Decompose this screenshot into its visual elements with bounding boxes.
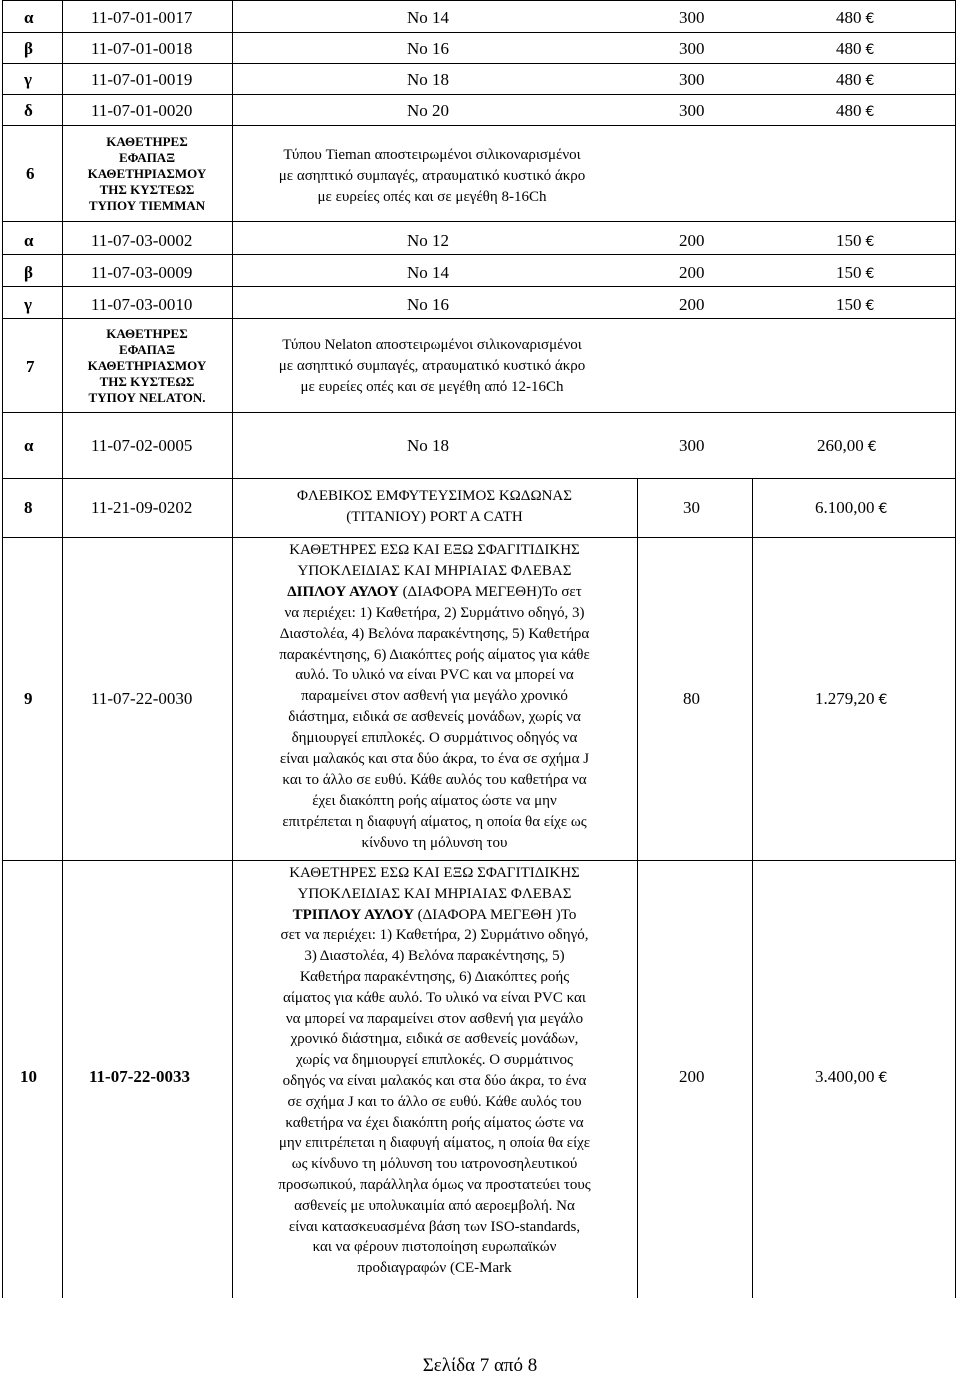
- description-line: προδιαγραφών (CE-Mark: [357, 1260, 512, 1277]
- category-line: ΚΑΘΕΤΗΡΙΑΣΜΟΥ: [87, 166, 207, 181]
- row-code: 11-07-01-0017: [91, 8, 193, 27]
- description-line: Τύπου Tieman αποστειρωμένοι σιλικοναρισμένοι: [283, 147, 581, 163]
- row-code: 11-07-03-0009: [91, 263, 193, 282]
- category-line: ΤΗΣ ΚΥΣΤΕΩΣ: [99, 374, 195, 389]
- row-code: 11-07-03-0002: [91, 231, 193, 250]
- description-cell: [232, 486, 637, 528]
- description-line: Διαστολέα, 4) Βελόνα παρακέντησης, 5) Καθετήρα: [279, 625, 590, 642]
- euro-sign: €: [865, 298, 875, 314]
- description-line: χρονικό διάστημα, ειδικά σε ασθενείς μονάδων,: [290, 1031, 579, 1048]
- item-qty: 200: [679, 1067, 705, 1086]
- row-rule: [2, 125, 956, 126]
- description-bold: ΤΡΙΠΛΟΥ ΑΥΛΟΥ: [292, 906, 414, 923]
- description-line: [232, 905, 637, 926]
- row-rule: [2, 63, 956, 64]
- row-rule: [2, 412, 956, 413]
- item-price: 3.400,00 €: [815, 1067, 888, 1086]
- description-line: ΚΑΘΕΤΗΡΕΣ ΕΣΩ ΚΑΙ ΕΞΩ ΣΦΑΓΙΤΙΔΙΚΗΣ: [289, 542, 580, 558]
- row-code: 11-07-03-0010: [91, 295, 193, 314]
- item-number: 6: [26, 164, 35, 183]
- row-rule: [2, 286, 956, 287]
- description-line: χωρίς να δημιουργεί επιπλοκές. Ο συρμάτινος: [296, 1052, 573, 1069]
- description-cell: [232, 863, 637, 1279]
- category-line: ΚΑΘΕΤΗΡΕΣ: [106, 326, 188, 341]
- item-price: 1.279,20 €: [815, 689, 888, 708]
- row-price: 480 €: [836, 39, 875, 58]
- description-cell: [232, 335, 632, 398]
- row-label: α: [24, 436, 34, 455]
- row-price: 480 €: [836, 70, 875, 89]
- description-line: σετ να περιέχει: 1) Καθετήρα, 2) Συρμάτινο οδηγό,: [280, 927, 589, 944]
- description-line: και να φέρουν πιστοποίηση ευρωπαϊκών: [312, 1239, 557, 1256]
- row-size: Νο 14: [407, 263, 450, 282]
- row-rule: [2, 0, 956, 1]
- euro-sign: €: [867, 439, 877, 455]
- row-price: 150 €: [836, 231, 875, 250]
- row-code: 11-07-01-0018: [91, 39, 193, 58]
- row-qty: 200: [679, 295, 705, 314]
- description-line: [232, 582, 637, 603]
- item-qty: 30: [683, 498, 700, 517]
- row-size: Νο 16: [407, 295, 450, 314]
- description-cell: [232, 540, 637, 854]
- category-line: ΤΗΣ ΚΥΣΤΕΩΣ: [99, 182, 195, 197]
- row-qty: 300: [679, 70, 705, 89]
- row-rule: [2, 254, 956, 255]
- row-qty: 300: [679, 436, 705, 455]
- item-price: 6.100,00 €: [815, 498, 888, 517]
- row-label: α: [24, 231, 34, 250]
- euro-sign: €: [865, 73, 875, 89]
- description-line: Καθετήρα παρακέντησης, 6) Διακόπτες ροής: [299, 968, 570, 985]
- description-text: (ΔΙΑΦΟΡΑ ΜΕΓΕΘΗ )Το: [413, 906, 577, 923]
- column-divider-description: [637, 478, 638, 1298]
- row-price: 480 €: [836, 8, 875, 27]
- row-rule: [2, 94, 956, 95]
- description-line: με ασηπτικό συμπαγές, ατραυματικό κυστικό άκρο: [278, 168, 586, 184]
- category-line: ΤΥΠΟΥ NELATON.: [88, 390, 206, 405]
- row-qty: 300: [679, 101, 705, 120]
- description-line: Τύπου Nelaton αποστειρωμένοι σιλικοναρισμένοι: [282, 337, 582, 353]
- description-line: ΥΠΟΚΛΕΙΔΙΑΣ ΚΑΙ ΜΗΡΙΑΙΑΣ ΦΛΕΒΑΣ: [297, 562, 572, 579]
- row-price: 150 €: [836, 295, 875, 314]
- description-bold: ΔΙΠΛΟΥ ΑΥΛΟΥ: [287, 583, 399, 600]
- description-line: 3) Διαστολέα, 4) Βελόνα παρακέντησης, 5): [304, 948, 565, 965]
- description-line: με ευρείες οπές και σε μεγέθη από 12-16Ch: [300, 379, 564, 395]
- item-number: 9: [24, 689, 33, 708]
- row-size: Νο 16: [407, 39, 450, 58]
- euro-sign: €: [878, 692, 888, 708]
- row-size: Νο 14: [407, 8, 450, 27]
- row-label: δ: [24, 101, 33, 120]
- category-line: ΕΦΑΠΑΞ: [118, 342, 175, 357]
- euro-sign: €: [865, 234, 875, 250]
- euro-sign: €: [878, 501, 888, 517]
- description-cell: [232, 145, 632, 208]
- row-label: β: [24, 39, 33, 58]
- row-qty: 300: [679, 8, 705, 27]
- row-size: Νο 18: [407, 436, 450, 455]
- description-line: μην επιτρέπεται η διαφυγή αίματος, η οποία θα είχε: [278, 1135, 591, 1152]
- row-rule: [2, 32, 956, 33]
- euro-sign: €: [865, 11, 875, 27]
- description-line: αίματος για κάθε αυλό. Το υλικό να είναι PVC και: [283, 989, 586, 1006]
- category-cell: [62, 326, 232, 406]
- description-line: ΦΛΕΒΙΚΟΣ ΕΜΦΥΤΕΥΣΙΜΟΣ ΚΩΔΩΝΑΣ: [297, 488, 572, 504]
- row-label: γ: [24, 295, 32, 314]
- row-price: 150 €: [836, 263, 875, 282]
- item-code: 11-07-22-0033: [89, 1067, 191, 1086]
- euro-sign: €: [865, 266, 875, 282]
- description-line: κίνδυνο τη μόλυνση του: [361, 834, 508, 851]
- description-line: ΥΠΟΚΛΕΙΔΙΑΣ ΚΑΙ ΜΗΡΙΑΙΑΣ ΦΛΕΒΑΣ: [297, 885, 572, 902]
- category-line: ΕΦΑΠΑΞ: [118, 150, 175, 165]
- description-line: είναι κατασκευασμένα βάση των ISO-standards,: [288, 1218, 581, 1235]
- description-line: δημιουργεί επιπλοκές. Ο συρμάτινος οδηγός να: [291, 730, 578, 747]
- description-line: καθετήρα να έχει διακόπτη ροής αίματος ώστε να: [285, 1114, 584, 1131]
- row-rule: [2, 478, 956, 479]
- description-text: (ΔΙΑΦΟΡΑ ΜΕΓΕΘΗ)Το σετ: [398, 583, 582, 600]
- euro-sign: €: [865, 104, 875, 120]
- category-line: ΚΑΘΕΤΗΡΕΣ: [106, 134, 188, 149]
- column-divider-qty: [752, 478, 753, 1298]
- description-line: προσωπικού, παράλληλα όμως να προστατεύει τους: [278, 1176, 591, 1193]
- row-rule: [2, 318, 956, 319]
- item-number: 10: [20, 1067, 37, 1086]
- row-rule: [2, 537, 956, 538]
- description-line: με ασηπτικό συμπαγές, ατραυματικό κυστικό άκρο: [278, 358, 586, 374]
- description-line: παραμείνει στον ασθενή για μεγάλο χρονικό: [301, 688, 568, 705]
- row-qty: 200: [679, 231, 705, 250]
- description-line: σε σχήμα J και το άλλο σε ευθύ. Κάθε αυλός του: [287, 1093, 582, 1110]
- row-qty: 300: [679, 39, 705, 58]
- item-code: 11-21-09-0202: [91, 498, 193, 517]
- item-number: 7: [26, 357, 35, 376]
- row-size: Νο 18: [407, 70, 450, 89]
- row-label: γ: [24, 70, 32, 89]
- description-line: ως κίνδυνο τη μόλυνση του ιατρονοσηλευτικού: [291, 1156, 578, 1173]
- description-line: είναι μαλακός και στα δύο άκρα, το ένα σε σχήμα J: [279, 751, 590, 768]
- row-price: 480 €: [836, 101, 875, 120]
- row-label: α: [24, 8, 34, 27]
- description-line: έχει διακόπτη ροής αίματος ώστε να μην: [312, 792, 557, 809]
- row-size: Νο 12: [407, 231, 450, 250]
- row-price: 260,00 €: [817, 436, 877, 455]
- description-line: ΚΑΘΕΤΗΡΕΣ ΕΣΩ ΚΑΙ ΕΞΩ ΣΦΑΓΙΤΙΔΙΚΗΣ: [289, 865, 580, 881]
- description-line: παρακέντησης, 6) Διακόπτες ροής αίματος για κάθε: [279, 646, 590, 663]
- table-right-border: [955, 0, 956, 1298]
- description-line: με ευρείες οπές και σε μεγέθη 8-16Ch: [317, 189, 547, 205]
- description-line: διάστημα, ειδικά σε ασθενείς μονάδων, χωρίς να: [288, 709, 581, 726]
- category-cell: [62, 134, 232, 214]
- row-code: 11-07-02-0005: [91, 436, 193, 455]
- description-line: και το άλλο σε ευθύ. Κάθε αυλός του καθετήρα να: [282, 771, 587, 788]
- row-code: 11-07-01-0019: [91, 70, 193, 89]
- row-label: β: [24, 263, 33, 282]
- item-number: 8: [24, 498, 33, 517]
- row-qty: 200: [679, 263, 705, 282]
- row-size: Νο 20: [407, 101, 450, 120]
- category-line: ΚΑΘΕΤΗΡΙΑΣΜΟΥ: [87, 358, 207, 373]
- page-footer: Σελίδα 7 από 8: [422, 1355, 538, 1376]
- description-line: να περιέχει: 1) Καθετήρα, 2) Συρμάτινο οδηγό, 3): [284, 604, 585, 621]
- category-line: ΤΥΠΟΥ TIEMMAN: [88, 198, 206, 213]
- description-line: (ΤΙΤΑΝΙΟΥ) PORT A CATH: [346, 509, 523, 525]
- description-line: οδηγός να είναι μαλακός και στα δύο άκρα, το ένα: [282, 1072, 587, 1089]
- description-line: να μπορεί να παραμείνει στον ασθενή για μεγάλο: [285, 1010, 584, 1027]
- description-line: ασθενείς με υπολυκαιμία από αεροεμβολή. Να: [294, 1197, 575, 1214]
- row-code: 11-07-01-0020: [91, 101, 193, 120]
- row-rule: [2, 860, 956, 861]
- description-line: επιτρέπεται η διαφυγή αίματος, η οποία θα είχε ως: [282, 813, 587, 830]
- euro-sign: €: [878, 1070, 888, 1086]
- row-rule: [2, 221, 956, 222]
- item-code: 11-07-22-0030: [91, 689, 193, 708]
- description-line: αυλό. Το υλικό να είναι PVC και να μπορεί να: [295, 667, 574, 684]
- item-qty: 80: [683, 689, 700, 708]
- euro-sign: €: [865, 42, 875, 58]
- table-left-border: [2, 0, 3, 1298]
